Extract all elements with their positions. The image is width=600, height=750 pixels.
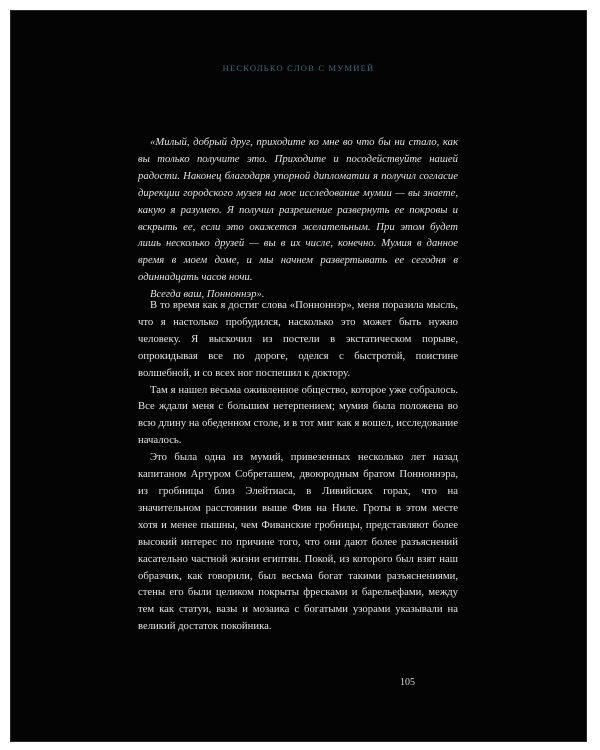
letter-signature: Всегда ваш, Понноннэр». <box>150 288 265 301</box>
paragraph-3: Это была одна из мумий, привезенных несколько лет назад капитаном Артуром Собреташем, двоюродным братом Понноннэра, из гробницы близ Элейтиаса, в Ливийских горах, что на значительном расстоянии выше Фив на Ниле. Гроты в этом месте хотя и менее пышны, чем Фиванские гробницы, представляют более высокий интерес по причине того, что они дают более разъяснений касательно частной жизни египтян. Покой, из которого был взят наш образчик, как говорили, был весьма богат такими разъяснениями, стены его были целиком покрыты фресками и барельефами, между тем как статуи, вазы и мозаика с богатыми узорами указывали на великий достаток покойника. <box>138 451 458 633</box>
page-number: 105 <box>400 677 415 688</box>
letter-text: «Милый, добрый друг, приходите ко мне во что бы ни стало, как вы только получите это. Приходите и посодействуйте нашей радости. Наконец благодаря упорной дипломатии я получил согласие дирекции городского музея на мое исследование мумии — вы знаете, какую я разумею. Я получил разрешение развернуть ее покровы и вскрыть ее, если это окажется желательным. При этом будет лишь несколько друзей — вы в их числе, конечно. Мумия в данное время в моем доме, и мы начнем развертывать ее сегодня в одиннадцать часов ночи. <box>138 136 458 284</box>
running-head: НЕСКОЛЬКО СЛОВ С МУМИЕЙ <box>222 63 375 73</box>
body-text <box>138 297 458 635</box>
paragraph-1: В то время как я достиг слова «Понноннэр», меня поразила мысль, что я настолько пробудился, насколько это может быть нужно человеку. Я выскочил из постели в экстатическом порыве, опрокидывая все по дороге, оделся с быстротой, поистине волшебной, и со всех ног поспешил к доктору. <box>138 299 458 379</box>
letter-block <box>138 134 458 303</box>
paragraph-2: Там я нашел весьма оживленное общество, которое уже собралось. Все ждали меня с большим нетерпением; мумия была положена во всю длину на обеденном столе, и в тот миг как я вошел, исследование началось. <box>138 383 458 447</box>
